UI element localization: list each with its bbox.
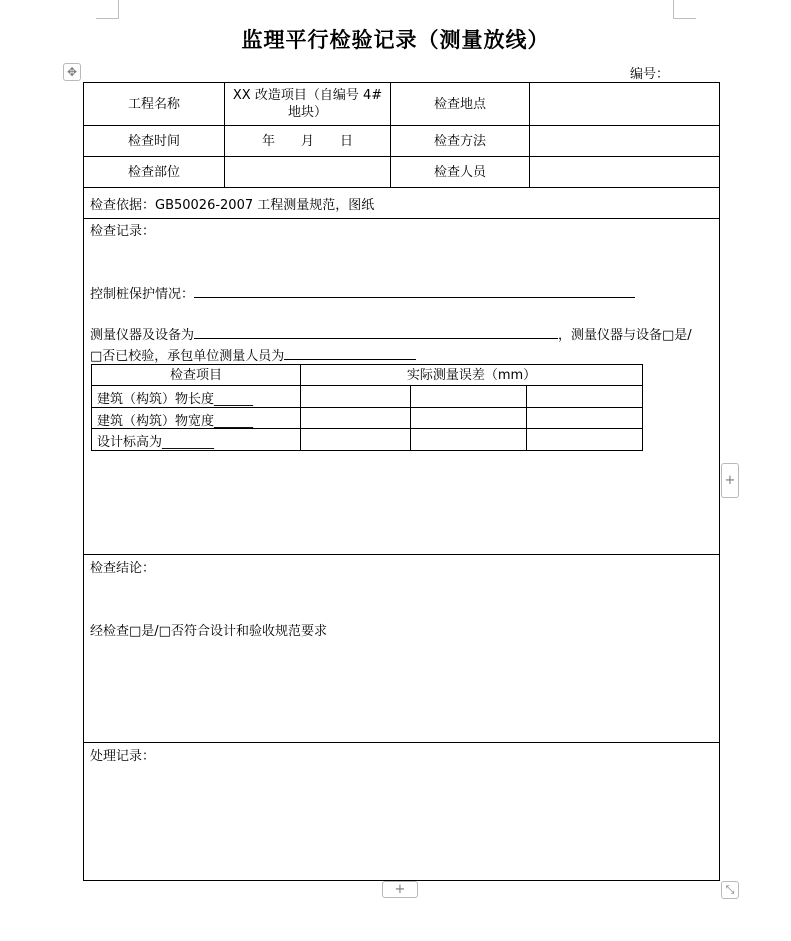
surveyor-blank[interactable] bbox=[284, 347, 416, 360]
time-day: 日 bbox=[340, 133, 354, 149]
location-value[interactable] bbox=[530, 83, 719, 125]
part-value[interactable] bbox=[225, 157, 390, 187]
control-pile-label: 控制桩保护情况： bbox=[90, 287, 195, 302]
document-title: 监理平行检验记录（测量放线） bbox=[241, 28, 550, 52]
inner-row-divider bbox=[91, 407, 643, 408]
personnel-value[interactable] bbox=[530, 157, 719, 187]
page-corner-mark-left bbox=[96, 0, 119, 19]
instrument-line-1 bbox=[90, 324, 692, 343]
inner-header-error: 实际测量误差（mm） bbox=[406, 367, 537, 383]
control-pile-line bbox=[90, 283, 635, 302]
surveyor-prefix: □否已校验，承包单位测量人员为 bbox=[90, 349, 285, 364]
handling-label: 处理记录： bbox=[90, 749, 156, 764]
time-value[interactable] bbox=[225, 126, 390, 156]
part-label: 检查部位 bbox=[127, 164, 180, 180]
instrument-blank[interactable] bbox=[194, 326, 558, 339]
control-pile-blank[interactable] bbox=[194, 285, 635, 298]
location-label: 检查地点 bbox=[433, 96, 486, 112]
inspection-basis: 检查依据：GB50026-2007 工程测量规范，图纸 bbox=[90, 198, 375, 213]
row-divider bbox=[83, 554, 720, 555]
table-row-width: 建筑（构筑）物宽度______ bbox=[97, 414, 254, 429]
inner-header-item: 检查项目 bbox=[169, 367, 222, 383]
conclusion-text: 经检查□是/□否符合设计和验收规范要求 bbox=[90, 624, 327, 639]
row-divider bbox=[83, 742, 720, 743]
table-row-elevation: 设计标高为________ bbox=[97, 435, 215, 450]
instrument-calibration: ，测量仪器与设备□是/ bbox=[558, 328, 692, 343]
project-name-value[interactable]: XX 改造项目（自编号 4#地块） bbox=[232, 88, 383, 120]
method-label: 检查方法 bbox=[433, 133, 486, 149]
table-move-handle-icon[interactable]: ✥ bbox=[63, 63, 81, 81]
inner-col-divider bbox=[410, 385, 411, 451]
time-year: 年 bbox=[261, 133, 275, 149]
table-row-length: 建筑（构筑）物长度______ bbox=[97, 392, 254, 407]
serial-number-label: 编号： bbox=[630, 67, 670, 82]
project-name-label: 工程名称 bbox=[127, 96, 180, 112]
resize-handle-icon[interactable]: ⤡ bbox=[721, 881, 739, 899]
instrument-prefix: 测量仪器及设备为 bbox=[90, 328, 195, 343]
add-column-icon[interactable]: + bbox=[721, 463, 739, 498]
instrument-line-2 bbox=[90, 345, 416, 364]
row-divider bbox=[83, 218, 720, 219]
row-divider bbox=[83, 187, 720, 188]
personnel-label: 检查人员 bbox=[433, 164, 486, 180]
time-month: 月 bbox=[300, 133, 314, 149]
method-value[interactable] bbox=[530, 126, 719, 156]
inner-col-divider bbox=[526, 385, 527, 451]
time-label: 检查时间 bbox=[127, 133, 180, 149]
page-corner-mark-right bbox=[673, 0, 696, 19]
record-label: 检查记录： bbox=[90, 224, 156, 239]
add-row-icon[interactable]: + bbox=[382, 881, 418, 898]
inner-row-divider bbox=[91, 385, 643, 386]
conclusion-label: 检查结论： bbox=[90, 561, 156, 576]
